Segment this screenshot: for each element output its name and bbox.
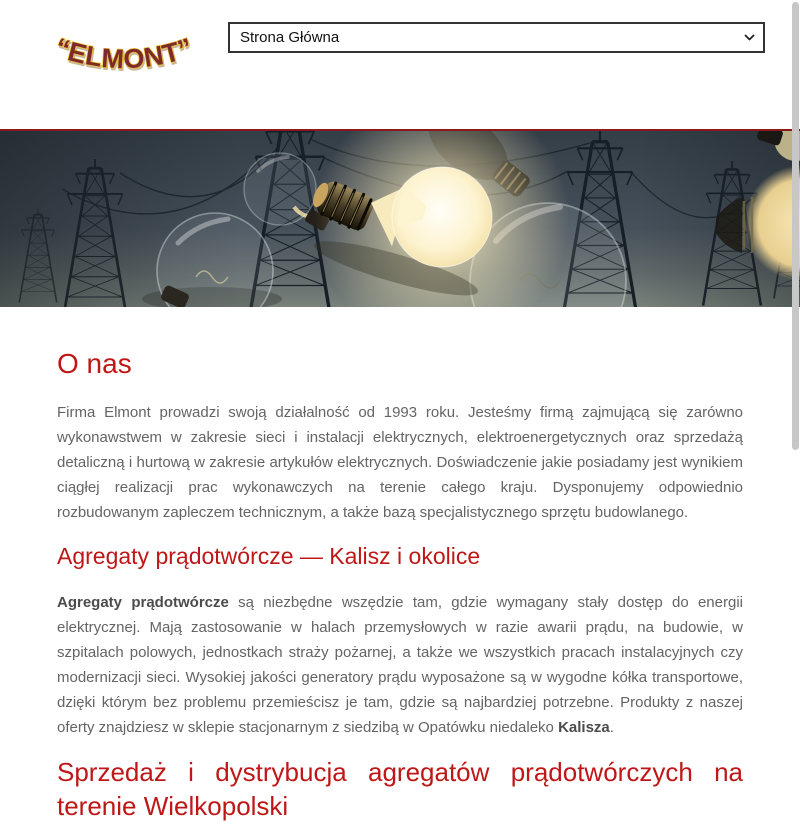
agregaty-bold-lead: Agregaty prądotwórcze <box>57 594 229 612</box>
section-heading-sprzedaz: Sprzedaż i dystrybucja agregatów prądotwórczych na terenie Wielkopolski <box>57 757 743 822</box>
svg-text:“ELMONT” <box>51 32 197 74</box>
scrollbar-thumb[interactable] <box>792 2 799 450</box>
logo-text: “ELMONT” <box>51 32 197 75</box>
elmont-logo[interactable] <box>44 22 204 90</box>
agregaty-bold-kalisza: Kalisza <box>558 719 610 737</box>
about-paragraph <box>57 400 743 525</box>
site-header <box>0 0 800 131</box>
page-title: O nas <box>57 348 132 379</box>
agregaty-text: są niezbędne wszędzie tam, gdzie wymagany stały dostęp do energii elektrycznej. Mają zastosowanie w halach przemysłowych w razie awarii prądu, na budowie, w szpitalach polowych, jednostkach straży pożarnej, a także we wszystkich pracach instalacyjnych czy modernizacji sieci. Wysokiej jakości generatory prądu wyposażone są w wygodne kółka transportowe, dzięki którym bez problemu przemieścisz je tam, gdzie są najbardziej potrzebne. Produkty z naszej oferty znajdziesz w sklepie stacjonarnym z siedzibą w Opatówku niedaleko <box>57 594 743 737</box>
main-nav <box>228 22 765 53</box>
about-text: Firma Elmont prowadzi swoją działalność od 1993 roku. Jesteśmy firmą zajmującą się zarówno wykonawstwem w zakresie sieci i instalacji elektrycznych, elektroenergetycznych oraz sprzedażą detaliczną i hurtową w zakresie artykułów elektrycznych. Doświadczenie jakie posiadamy jest wynikiem ciągłej realizacji prac wykonawczych na terenie całego kraju. Dysponujemy odpowiednio rozbudowanym zapleczem technicznym, a także bazą specjalistycznego sprzętu budowlanego. <box>57 403 743 521</box>
page-select[interactable] <box>228 22 765 53</box>
agregaty-period: . <box>609 719 614 737</box>
section-heading-agregaty: Agregaty prądotwórcze — Kalisz i okolice <box>57 542 481 569</box>
agregaty-paragraph <box>57 590 743 740</box>
hero-image <box>0 131 800 307</box>
main-content <box>0 349 800 824</box>
